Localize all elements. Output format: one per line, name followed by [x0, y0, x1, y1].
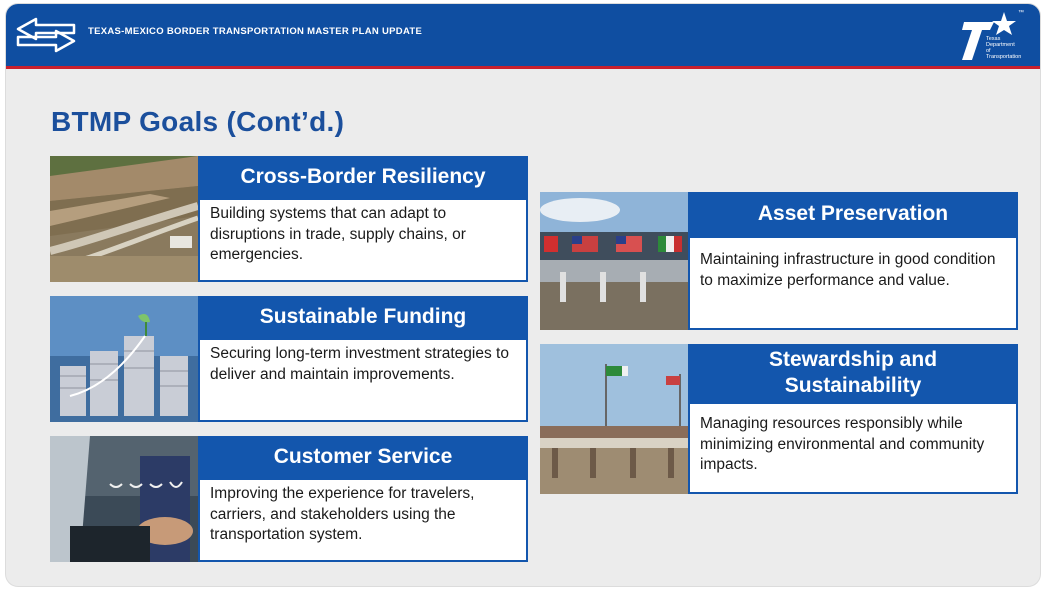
- border-bridge-flags-photo: [540, 344, 688, 494]
- two-way-arrows-icon: [14, 17, 78, 53]
- goal-description: Securing long-term investment strategies to deliver and maintain improvements.: [198, 338, 528, 422]
- goal-description: Maintaining infrastructure in good condition to maximize performance and value.: [688, 236, 1018, 330]
- coins-growth-photo: [50, 296, 198, 422]
- goal-card-asset-preservation: [540, 192, 1018, 330]
- trademark-symbol: ™: [1018, 10, 1024, 16]
- goal-heading: Sustainable Funding: [198, 296, 528, 338]
- port-of-entry-flags-photo: [540, 192, 688, 330]
- goal-description: Building systems that can adapt to disruptions in trade, supply chains, or emergencies.: [198, 198, 528, 282]
- goal-heading: Customer Service: [198, 436, 528, 478]
- goal-heading: Cross-Border Resiliency: [198, 156, 528, 198]
- goal-heading: Stewardship and Sustainability: [688, 344, 1018, 402]
- goal-card-cross-border-resiliency: [50, 156, 528, 282]
- header-title: TEXAS-MEXICO BORDER TRANSPORTATION MASTER PLAN UPDATE: [88, 26, 423, 37]
- txdot-logo: [960, 10, 1024, 62]
- goal-card-customer-service: [50, 436, 528, 562]
- goal-card-stewardship-and-sustainability: [540, 344, 1018, 494]
- laptop-feedback-photo: [50, 436, 198, 562]
- slide: [6, 4, 1040, 586]
- goal-description: Improving the experience for travelers, carriers, and stakeholders using the transportation system.: [198, 478, 528, 562]
- goal-description: Managing resources responsibly while minimizing environmental and community impacts.: [688, 402, 1018, 494]
- page-title: BTMP Goals (Cont’d.): [51, 106, 345, 137]
- goal-heading: Asset Preservation: [688, 192, 1018, 236]
- border-crossing-aerial-photo: [50, 156, 198, 282]
- logo-text: Texas Department of Transportation: [986, 36, 1022, 60]
- header-bar: [6, 4, 1040, 69]
- goal-card-sustainable-funding: [50, 296, 528, 422]
